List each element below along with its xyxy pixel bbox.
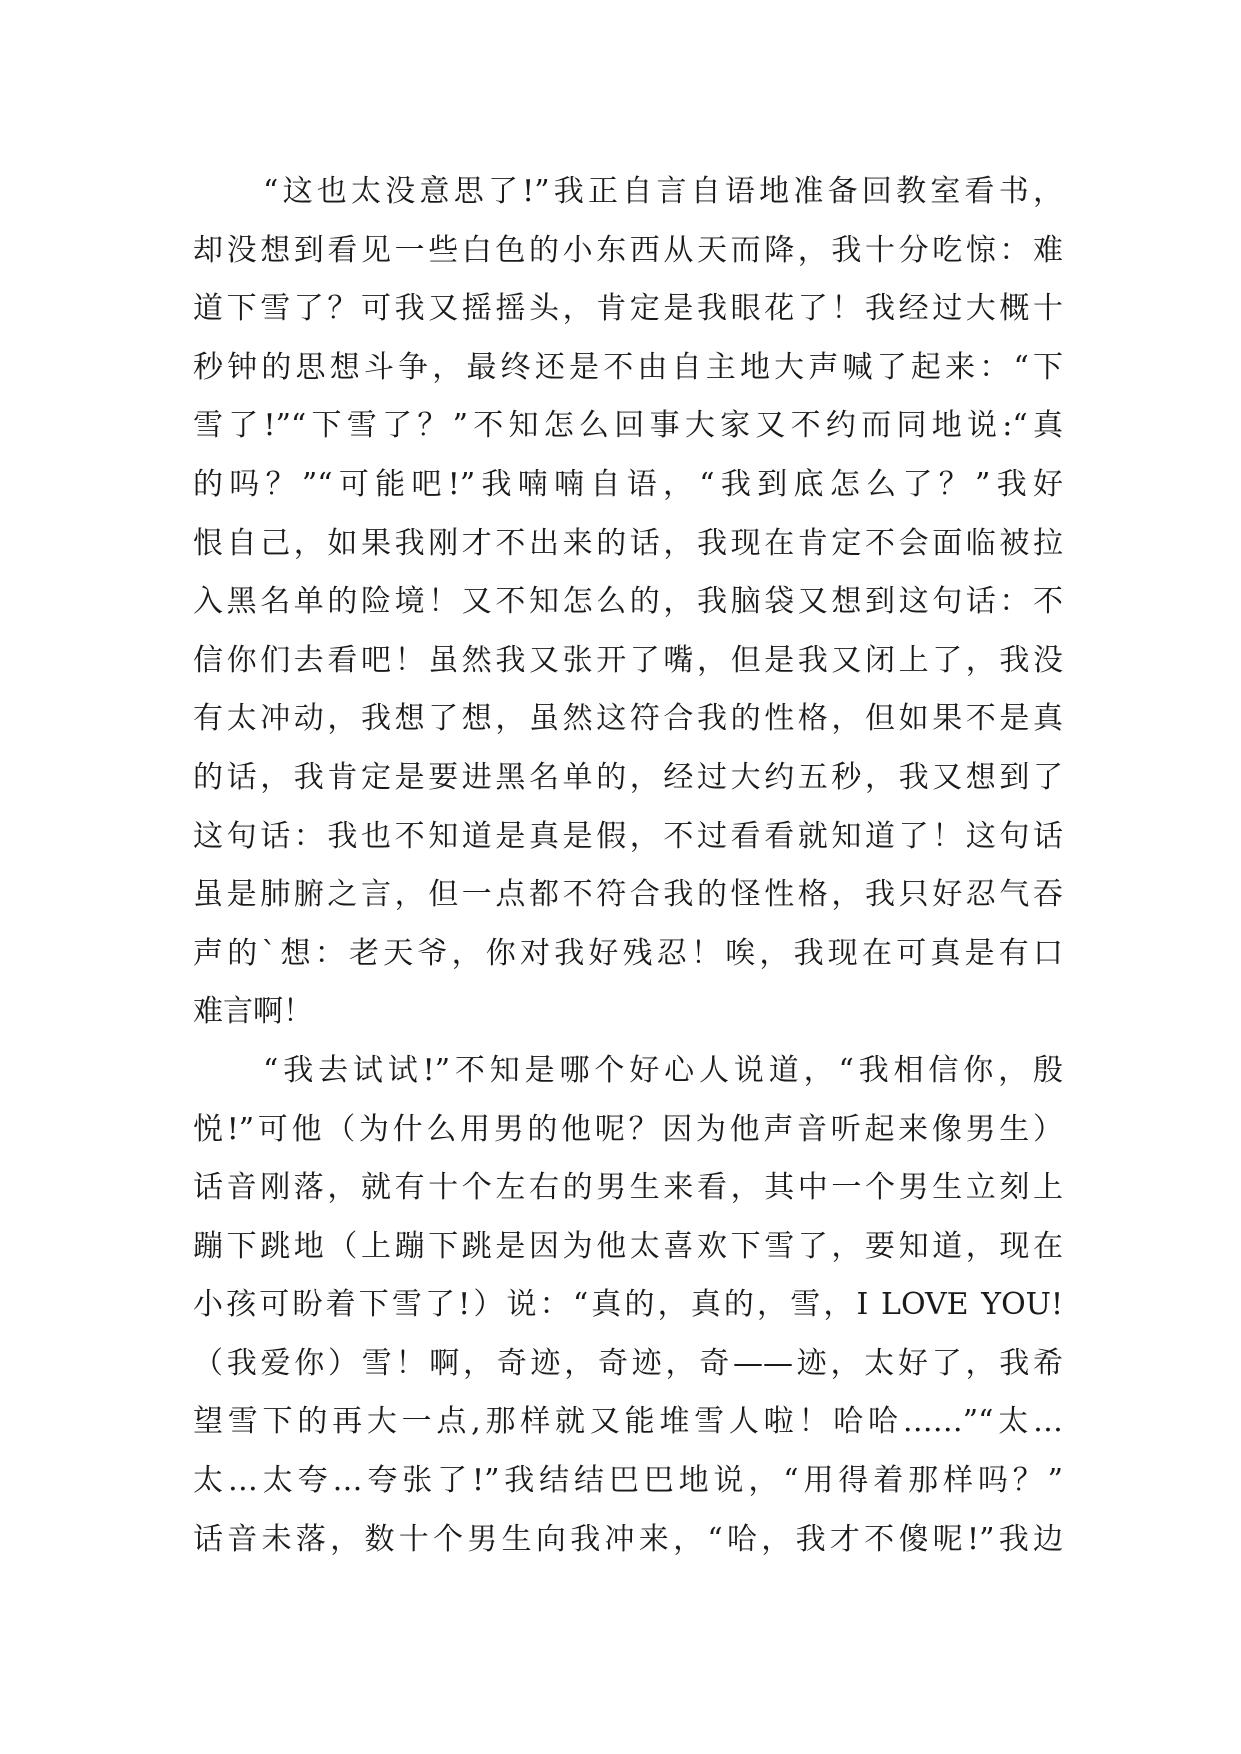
text-line: 虽是肺腑之言，但一点都不符合我的怪性格，我只好忍气吞 [193, 877, 1063, 913]
text-line: 难言啊！ [193, 994, 313, 1030]
text-line: 信你们去看吧！虽然我又张开了嘴，但是我又闭上了，我没 [193, 642, 1063, 678]
text-line: 声的`想：老天爷，你对我好残忍！唉，我现在可真是有口 [193, 935, 1063, 971]
text-line: 却没想到看见一些白色的小东西从天而降，我十分吃惊：难 [193, 232, 1063, 268]
text-line: 入黑名单的险境！又不知怎么的，我脑袋又想到这句话：不 [193, 584, 1063, 620]
text-line: 望雪下的再大一点,那样就又能堆雪人啦！哈哈……”“太… [193, 1404, 1063, 1440]
text-line: 悦!”可他（为什么用男的他呢？因为他声音听起来像男生） [193, 1111, 1063, 1147]
text-line: 话音刚落，就有十个左右的男生来看，其中一个男生立刻上 [193, 1170, 1063, 1206]
text-line: “这也太没意思了!”我正自言自语地准备回教室看书， [263, 174, 1063, 209]
text-line: 这句话：我也不知道是真是假，不过看看就知道了！这句话 [193, 818, 1063, 854]
text-line: 太…太夸…夸张了!”我结结巴巴地说，“用得着那样吗？” [193, 1463, 1063, 1499]
text-line: 恨自己，如果我刚才不出来的话，我现在肯定不会面临被拉 [193, 525, 1063, 561]
text-line: “我去试试!”不知是哪个好心人说道，“我相信你，殷 [263, 1052, 1063, 1088]
text-line: 有太冲动，我想了想，虽然这符合我的性格，但如果不是真 [193, 701, 1063, 737]
text-line: 话音未落，数十个男生向我冲来，“哈，我才不傻呢!”我边 [193, 1521, 1063, 1557]
document-body [193, 163, 1063, 1569]
paragraph-1 [193, 163, 1063, 1042]
paragraph-2 [193, 1042, 1063, 1569]
text-line: （我爱你）雪！啊，奇迹，奇迹，奇——迹，太好了，我希 [193, 1345, 1063, 1381]
text-line: 小孩可盼着下雪了!）说：“真的，真的，雪，I LOVE YOU! [193, 1287, 1063, 1323]
text-line: 的话，我肯定是要进黑名单的，经过大约五秒，我又想到了 [193, 759, 1063, 795]
text-line: 道下雪了？可我又摇摇头，肯定是我眼花了！我经过大概十 [193, 291, 1063, 327]
text-line: 的吗？”“可能吧!”我喃喃自语，“我到底怎么了？”我好 [193, 466, 1063, 502]
text-line: 蹦下跳地（上蹦下跳是因为他太喜欢下雪了，要知道，现在 [193, 1228, 1063, 1264]
text-line: 雪了!”“下雪了？”不知怎么回事大家又不约而同地说:“真 [193, 408, 1063, 444]
text-line: 秒钟的思想斗争，最终还是不由自主地大声喊了起来：“下 [193, 349, 1063, 385]
